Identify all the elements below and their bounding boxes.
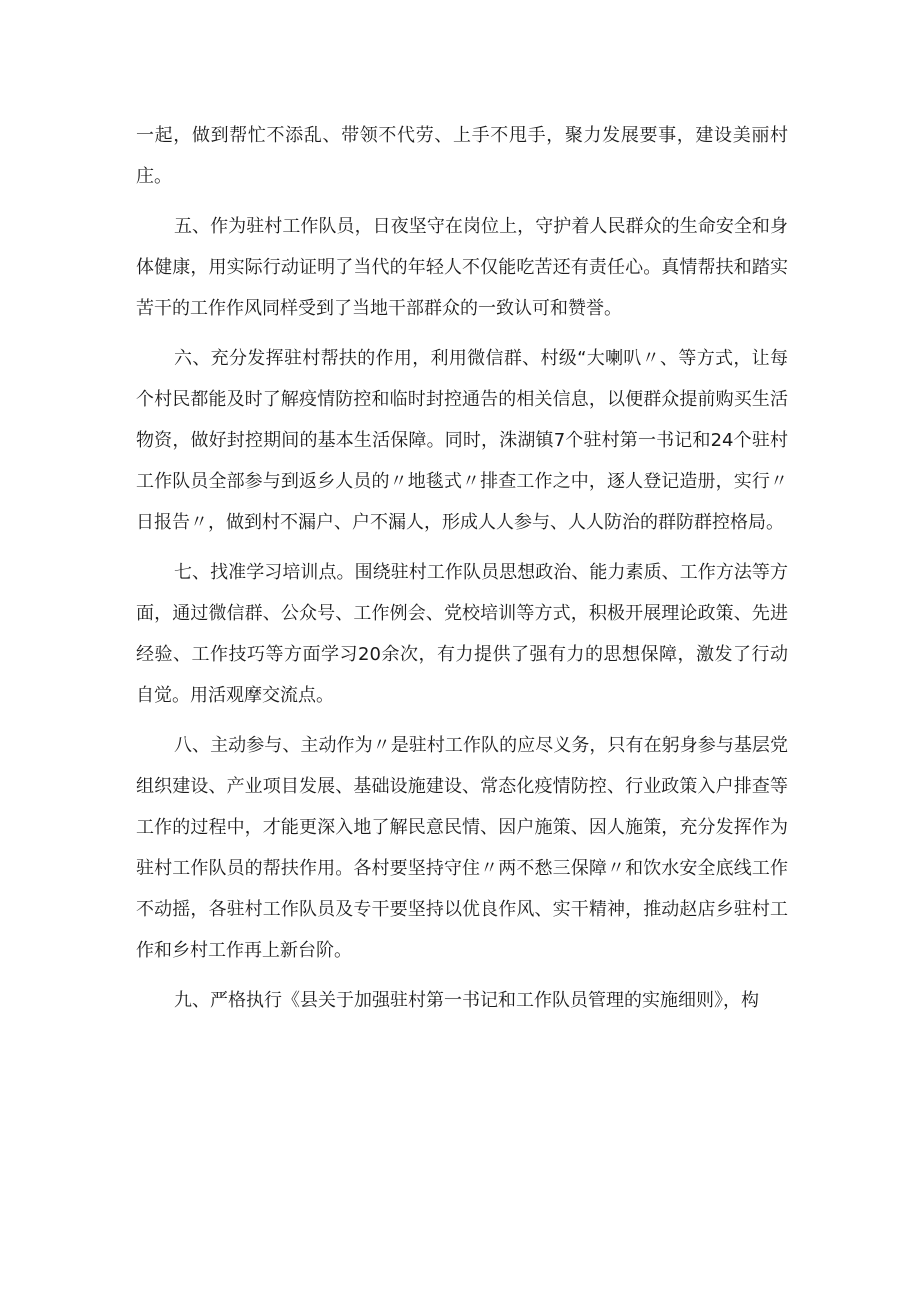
document-body (136, 115, 788, 1030)
paragraph-6: 六、充分发挥驻村帮扶的作用，利用微信群、村级“大喇叭〃、等方式，让每个村民都能及时了解疫情防控和临时封控通告的相关信息，以便群众提前购买生活物资，做好封控期间的基本生活保障。同时，洙湖镇7个驻村第一书记和24个驻村工作队员全部参与到返乡人员的〃地毯式〃排查工作之中，逐人登记造册，实行〃日报告〃，做到村不漏户、户不漏人，形成人人参与、人人防治的群防群控格局。 (136, 348, 788, 533)
paragraph-5: 五、作为驻村工作队员，日夜坚守在岗位上，守护着人民群众的生命安全和身体健康，用实际行动证明了当代的年轻人不仅能吃苦还有责任心。真情帮扶和踏实苦干的工作作风同样受到了当地干部群众的一致认可和赞誉。 (136, 216, 788, 319)
paragraph-8: 八、主动参与、主动作为〃是驻村工作队的应尽义务，只有在躬身参与基层党组织建设、产业项目发展、基础设施建设、常态化疫情防控、行业政策入户排查等工作的过程中，才能更深入地了解民意民情、因户施策、因人施策，充分发挥作为驻村工作队员的帮扶作用。各村要坚持守住〃两不愁三保障〃和饮水安全底线工作不动摇，各驻村工作队员及专干要坚持以优良作风、实干精神，推动赵店乡驻村工作和乡村工作再上新台阶。 (136, 735, 788, 961)
paragraph-7: 七、找准学习培训点。围绕驻村工作队员思想政治、能力素质、工作方法等方面，通过微信群、公众号、工作例会、党校培训等方式，积极开展理论政策、先进经验、工作技巧等方面学习20余次，有力提供了强有力的思想保障，激发了行动自觉。用活观摩交流点。 (136, 562, 788, 706)
paragraph-9: 九、严格执行《县关于加强驻村第一书记和工作队员管理的实施细则》，构 (174, 990, 759, 1011)
paragraph-continuation: 一起，做到帮忙不添乱、带领不代劳、上手不甩手，聚力发展要事，建设美丽村庄。 (136, 125, 788, 187)
